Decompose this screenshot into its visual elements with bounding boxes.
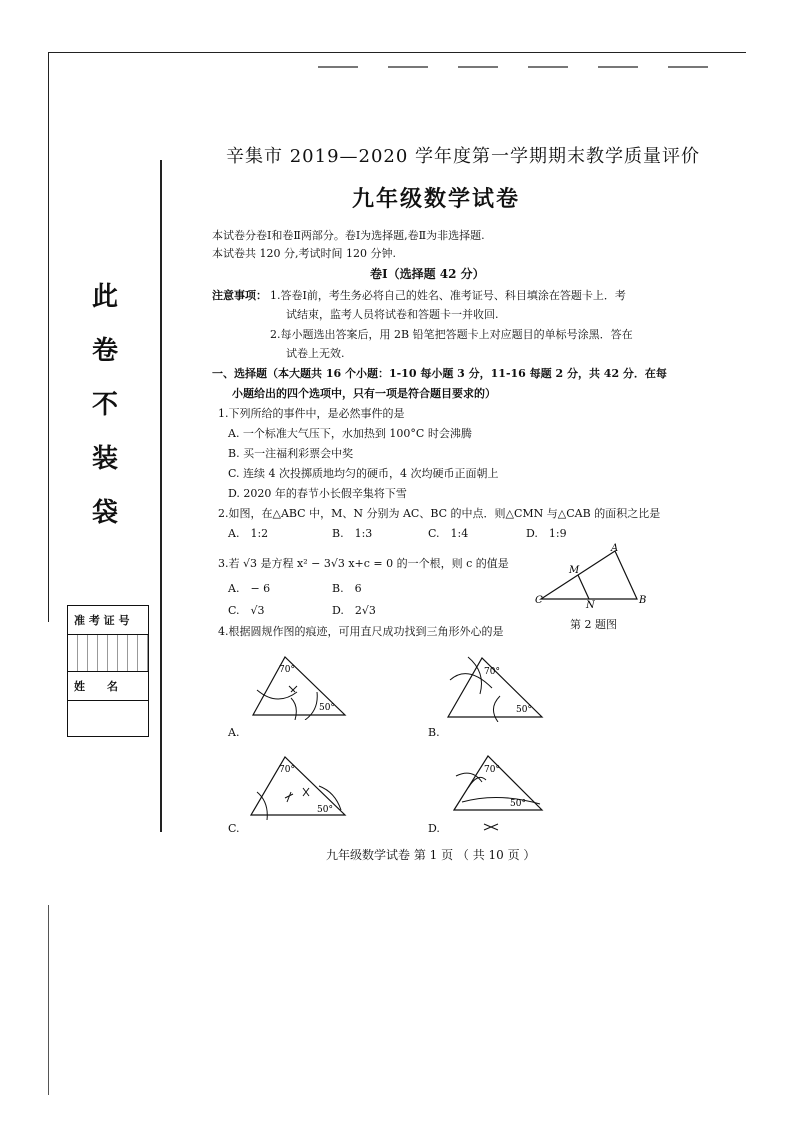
label-n: N <box>586 600 595 609</box>
binding-line <box>160 160 162 832</box>
notes-line: 2.每小题选出答案后，用 2B 铅笔把答题卡上对应题目的单标号涂黑．答在 <box>270 328 633 341</box>
exam-title: 辛集市 2019—2020 学年度第一学期期末教学质量评价 <box>226 146 701 167</box>
exam-id-box <box>67 605 149 737</box>
q2-option-d[interactable]: D. 1:9 <box>526 527 567 540</box>
q4-stem: 4.根据圆规作图的痕迹，可用直尺成功找到三角形外心的是 <box>218 625 504 638</box>
svg-text:70°: 70° <box>279 765 295 775</box>
q4-figure-a[interactable] <box>245 652 355 720</box>
q3-option-a[interactable]: A. − 6 <box>228 582 271 595</box>
q4-figure-b[interactable] <box>440 652 550 722</box>
side-char: 不 <box>92 390 119 420</box>
label-b: B <box>639 595 647 606</box>
q4-option-b[interactable]: B. <box>428 726 440 739</box>
side-char: 卷 <box>92 336 119 366</box>
notes-line: 1.答卷Ⅰ前，考生务必将自己的姓名、准考证号、科目填涂在答题卡上．考 <box>270 289 626 302</box>
left-border-line <box>48 52 49 622</box>
angle-50: 50° <box>319 703 335 713</box>
part-heading: 一、选择题（本大题共 16 个小题：1-10 每小题 3 分，11-16 每题 2 分，共 42 分．在每 <box>212 367 667 380</box>
svg-text:70°: 70° <box>484 667 500 677</box>
q4-option-a[interactable]: A. <box>228 726 240 739</box>
q2-option-a[interactable]: A. 1:2 <box>228 527 269 540</box>
q3-option-b[interactable]: B. 6 <box>332 582 362 595</box>
q3-stem: 3.若 √3 是方程 x² − 3√3 x+c = 0 的一个根，则 c 的值是 <box>218 557 509 570</box>
page-footer: 九年级数学试卷 第 1 页 （ 共 10 页 ） <box>326 848 536 862</box>
q2-figure <box>535 543 655 609</box>
section-title: 卷Ⅰ（选择题 42 分） <box>370 267 485 281</box>
side-char: 装 <box>92 444 119 474</box>
q1-stem: 1.下列所给的事件中，是必然事件的是 <box>218 407 405 420</box>
exam-id-label: 准 考 证 号 <box>74 614 130 627</box>
notes-line: 试卷上无效. <box>286 347 345 360</box>
label-a: A <box>611 543 619 554</box>
q2-stem: 2.如图，在△ABC 中，M、N 分别为 AC、BC 的中点．则△CMN 与△CAB 的面积之比是 <box>218 507 661 520</box>
left-border-line-lower <box>48 905 49 1095</box>
svg-text:50°: 50° <box>510 799 526 809</box>
q4-figure-c[interactable] <box>245 752 355 820</box>
intro-line: 本试卷分卷Ⅰ和卷Ⅱ两部分。卷Ⅰ为选择题,卷Ⅱ为非选择题. <box>212 229 485 242</box>
q2-figure-caption: 第 2 题图 <box>570 618 617 631</box>
q4-option-c[interactable]: C. <box>228 822 240 835</box>
q1-option-c[interactable]: C. 连续 4 次投掷质地均匀的硬币，4 次均硬币正面朝上 <box>228 467 499 480</box>
svg-text:50°: 50° <box>516 705 532 715</box>
side-char: 袋 <box>92 498 119 528</box>
top-border-line <box>48 52 746 53</box>
label-c: C <box>535 595 543 606</box>
label-m: M <box>569 565 580 576</box>
side-char: 此 <box>92 282 119 312</box>
q1-option-d[interactable]: D. 2020 年的春节小长假辛集将下雪 <box>228 487 407 500</box>
part-heading: 小题给出的四个选项中，只有一项是符合题目要求的） <box>232 387 496 400</box>
q4-figure-d[interactable] <box>448 752 548 832</box>
q4-option-d[interactable]: D. <box>428 822 440 835</box>
q1-option-b[interactable]: B. 买一注福利彩票会中奖 <box>228 447 354 460</box>
notes-line: 试结束，监考人员将试卷和答题卡一并收回. <box>286 308 499 321</box>
intro-line: 本试卷共 120 分,考试时间 120 分钟. <box>212 247 396 260</box>
q2-option-c[interactable]: C. 1:4 <box>428 527 469 540</box>
q3-option-c[interactable]: C. √3 <box>228 604 265 617</box>
scan-mark <box>318 66 738 68</box>
q2-option-b[interactable]: B. 1:3 <box>332 527 373 540</box>
svg-text:50°: 50° <box>317 805 333 815</box>
angle-70: 70° <box>279 665 295 675</box>
q3-option-d[interactable]: D. 2√3 <box>332 604 376 617</box>
triangle-cab <box>541 551 637 599</box>
q1-option-a[interactable]: A. 一个标准大气压下，水加热到 100°C 时会沸腾 <box>228 427 472 440</box>
segment-mn <box>578 575 589 599</box>
page-title: 九年级数学试卷 <box>352 186 521 212</box>
svg-text:70°: 70° <box>484 765 500 775</box>
name-field[interactable] <box>68 700 148 737</box>
notes-label: 注意事项： <box>212 289 267 302</box>
exam-id-field[interactable] <box>68 634 148 672</box>
name-label: 姓 名 <box>74 680 118 693</box>
